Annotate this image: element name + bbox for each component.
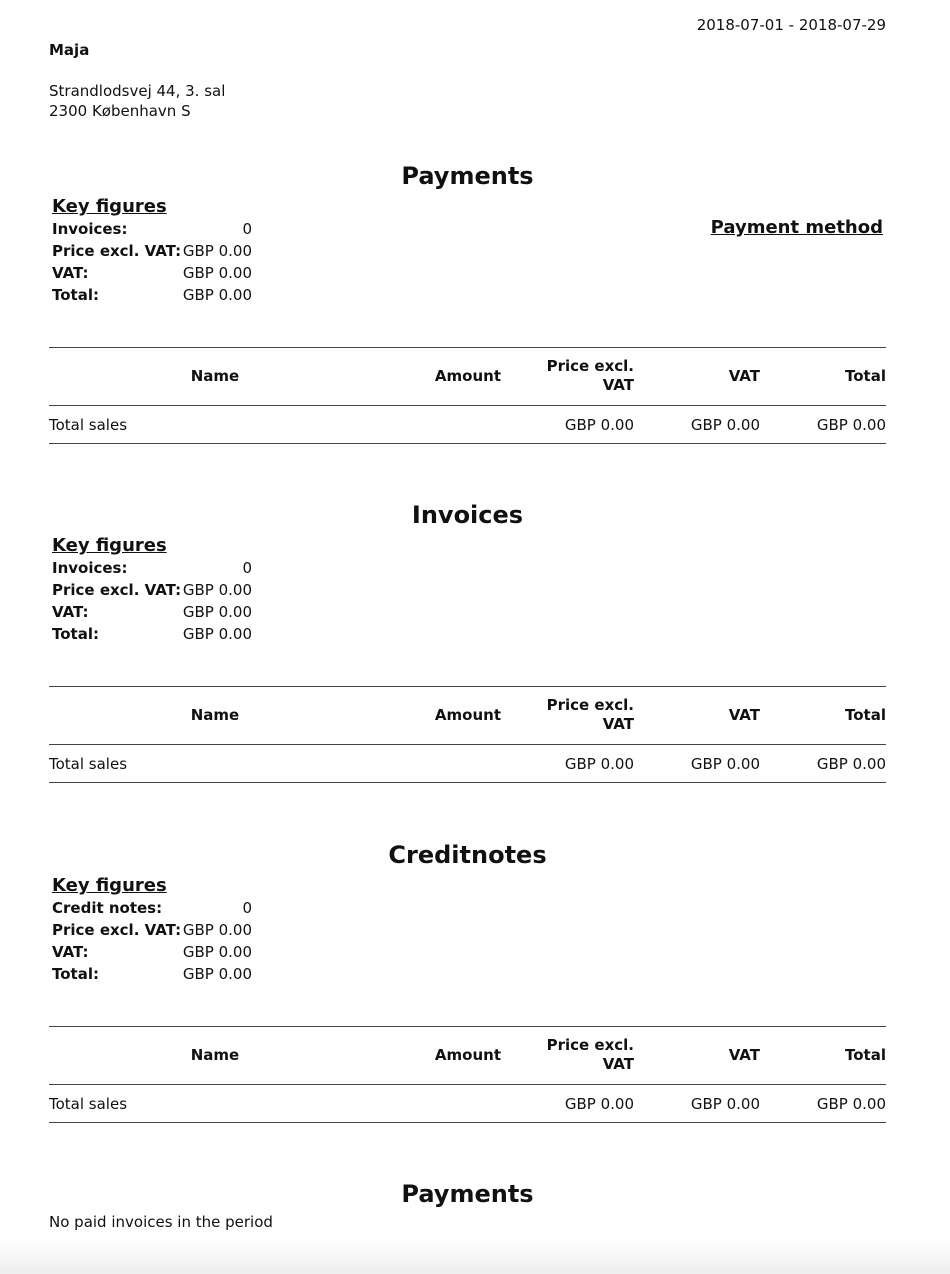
key-figure-label: Total: [52,625,99,643]
key-figure-row [52,284,262,306]
column-header-price-line-2: VAT [602,715,634,733]
column-header-price-line-1: Price excl. [546,357,634,375]
key-figures-title: Key figures [52,535,167,556]
key-figure-row [52,579,262,601]
key-figure-value: 0 [242,559,252,577]
column-header-amount: Amount [434,1046,501,1064]
address-line-2: 2300 København S [49,102,191,120]
key-figure-value: GBP 0.00 [182,921,252,939]
key-figures-title: Key figures [52,875,167,896]
key-figure-value: 0 [242,899,252,917]
company-name: Maja [49,41,90,59]
key-figure-label: VAT: [52,264,89,282]
cell-vat: GBP 0.00 [690,416,760,434]
key-figures [52,875,262,985]
column-header-price-line-2: VAT [602,1055,634,1073]
report-period: 2018-07-01 - 2018-07-29 [696,16,886,34]
column-header-total: Total [845,367,886,385]
table-row [49,1085,886,1123]
cell-price-excl-vat: GBP 0.00 [564,416,634,434]
key-figure-value: 0 [242,220,252,238]
column-header-name: Name [190,706,240,724]
key-figure-label: Price excl. VAT: [52,242,182,260]
column-header-vat: VAT [728,706,760,724]
key-figure-label: Credit notes: [52,899,163,917]
key-figure-row [52,218,262,240]
key-figure-label: Total: [52,286,99,304]
key-figure-row [52,919,262,941]
key-figure-label: Invoices: [52,220,128,238]
table-header [49,347,886,406]
key-figure-value: GBP 0.00 [182,581,252,599]
cell-name: Total sales [49,755,128,773]
key-figure-label: Price excl. VAT: [52,921,182,939]
table-row [49,406,886,444]
key-figure-label: Price excl. VAT: [52,581,182,599]
cell-total: GBP 0.00 [816,416,886,434]
column-header-price-line-1: Price excl. [546,1036,634,1054]
cell-vat: GBP 0.00 [690,755,760,773]
key-figure-row [52,240,262,262]
address-line-1: Strandlodsvej 44, 3. sal [49,82,226,100]
table-row [49,745,886,783]
company-address [49,81,225,121]
key-figures-title: Key figures [52,196,167,217]
section-title: Payments [401,162,534,190]
cell-price-excl-vat: GBP 0.00 [564,755,634,773]
table-header [49,1026,886,1085]
page-bottom-edge [0,1238,950,1274]
cell-total: GBP 0.00 [816,755,886,773]
key-figure-row [52,262,262,284]
column-header-price-excl-vat [501,1036,634,1074]
section-title: Creditnotes [388,841,547,869]
key-figure-value: GBP 0.00 [182,264,252,282]
key-figure-value: GBP 0.00 [182,242,252,260]
cell-total: GBP 0.00 [816,1095,886,1113]
column-header-price-excl-vat [501,357,634,395]
column-header-name: Name [190,367,240,385]
column-header-price-excl-vat [501,696,634,734]
section-title: Invoices [411,501,524,529]
sales-table [49,347,886,444]
cell-vat: GBP 0.00 [690,1095,760,1113]
key-figure-value: GBP 0.00 [182,625,252,643]
no-paid-invoices-message: No paid invoices in the period [49,1213,273,1231]
column-header-amount: Amount [434,367,501,385]
key-figure-row [52,963,262,985]
key-figure-row [52,941,262,963]
column-header-amount: Amount [434,706,501,724]
sales-table [49,1026,886,1123]
column-header-vat: VAT [728,1046,760,1064]
key-figure-label: Invoices: [52,559,128,577]
key-figure-label: Total: [52,965,99,983]
cell-name: Total sales [49,1095,128,1113]
table-header [49,686,886,745]
key-figure-row [52,897,262,919]
key-figure-value: GBP 0.00 [182,603,252,621]
key-figures [52,535,262,645]
key-figure-value: GBP 0.00 [182,965,252,983]
column-header-price-line-2: VAT [602,376,634,394]
column-header-total: Total [845,706,886,724]
key-figure-row [52,557,262,579]
payment-method-title: Payment method [710,217,883,238]
key-figure-label: VAT: [52,943,89,961]
column-header-price-line-1: Price excl. [546,696,634,714]
key-figure-label: VAT: [52,603,89,621]
key-figure-value: GBP 0.00 [182,286,252,304]
column-header-total: Total [845,1046,886,1064]
cell-name: Total sales [49,416,128,434]
cell-price-excl-vat: GBP 0.00 [564,1095,634,1113]
final-payments-title: Payments [401,1180,534,1208]
column-header-name: Name [190,1046,240,1064]
key-figures [52,196,262,306]
key-figure-row [52,601,262,623]
sales-table [49,686,886,783]
key-figure-row [52,623,262,645]
key-figure-value: GBP 0.00 [182,943,252,961]
column-header-vat: VAT [728,367,760,385]
